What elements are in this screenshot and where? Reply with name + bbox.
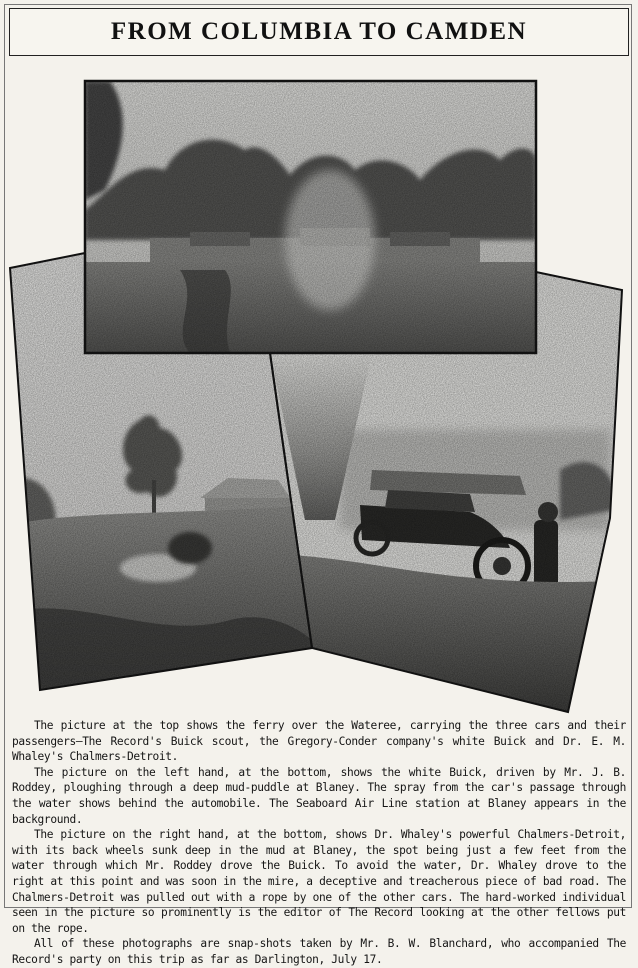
caption-paragraph-credit: All of these photographs are snap-shots taken by Mr. B. W. Blanchard, who accompanied The Record's party on this trip as far as Darlington, July 17. — [12, 937, 626, 966]
caption-paragraph-right-photo: The picture on the right hand, at the bottom, shows Dr. Whaley's powerful Chalmers-Detroit, with its back wheels sunk deep in the mud at Blaney, the spot being just a few feet from the water through which Mr. Roddey drove the Buick. To avoid the water, Dr. Whaley drove to the right at this point and was soon in the mire, a deceptive and treacherous piece of bad road. The Chalmers-Detroit was pulled out with a rope by one of the other cars. The hard-worked individual seen in the picture so prominently is the editor of The Record looking at the other fellows put on the rope. — [12, 828, 626, 935]
caption-paragraph-left-photo: The picture on the left hand, at the bottom, shows the white Buick, driven by Mr. J. B. Roddey, ploughing through a deep mud-puddle at Blaney. The spray from the car's passage through the water shows behind the automobile. The Seaboard Air Line station at Blaney appears in the background. — [12, 765, 626, 826]
photo-top — [85, 81, 536, 353]
caption-paragraph-top-photo: The picture at the top shows the ferry over the Wateree, carrying the three cars and their passengers—The Record's Buick scout, the Gregory-Conder company's white Buick and Dr. E. M. Whaley's Chalmers-Detroit. — [12, 719, 626, 764]
caption — [12, 718, 626, 968]
headline: FROM COLUMBIA TO CAMDEN — [110, 18, 528, 45]
